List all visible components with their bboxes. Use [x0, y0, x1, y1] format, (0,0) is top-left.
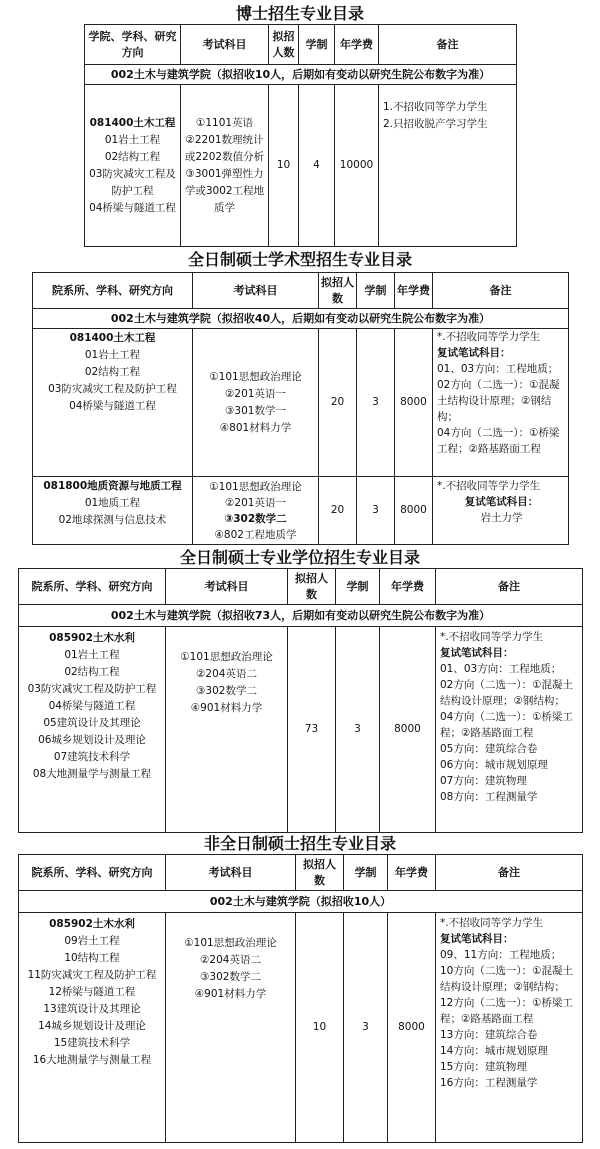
exam-subject: ③3001弹塑性力学或3002工程地质学 [184, 167, 265, 214]
note-line: 10方向（二选一）：①混凝土结构设计原理；②钢结构； [440, 965, 574, 993]
exam-subject: ④901材料力学 [190, 702, 263, 714]
exam-cell [193, 329, 319, 477]
notes-cell [436, 627, 583, 833]
note-line: 15方向：建筑物理 [440, 1061, 527, 1073]
years-cell: 3 [357, 477, 395, 545]
years-cell: 3 [344, 913, 388, 1143]
header-college: 院系所、学科、研究方向 [19, 569, 166, 605]
major-cell [33, 329, 193, 477]
direction: 06城乡规划设计及理论 [38, 734, 146, 746]
header-quota: 拟招人数 [269, 25, 299, 65]
fee-cell: 8000 [388, 913, 436, 1143]
header-fee: 年学费 [395, 273, 433, 309]
note-line: 09、11方向：工程地质； [440, 949, 562, 961]
header-fee: 年学费 [388, 855, 436, 891]
header-exam: 考试科目 [193, 273, 319, 309]
major-name: 081400土木工程 [89, 116, 176, 129]
professional-title: 全日制硕士专业学位招生专业目录 [179, 548, 420, 567]
header-college: 院系所、学科、研究方向 [33, 273, 193, 309]
header-quota: 拟招人数 [288, 569, 336, 605]
college-row: 002土木与建筑学院（拟招收73人，后期如有变动以研究生院公布数字为准） [19, 605, 583, 627]
note-line: 12方向（二选一）：①桥梁工程；②路基路面工程 [440, 997, 574, 1025]
note-heading: 复试笔试科目： [440, 647, 514, 659]
note-heading: 复试笔试科目： [464, 496, 539, 508]
direction: 01地质工程 [84, 497, 141, 509]
direction: 03防灾减灾工程及防护工程 [89, 167, 176, 197]
fee-cell: 8000 [380, 627, 436, 833]
direction: 02结构工程 [84, 366, 141, 378]
direction: 11防灾减灾工程及防护工程 [27, 969, 157, 981]
fee-cell: 8000 [395, 329, 433, 477]
exam-subject: ①101思想政治理论 [209, 370, 302, 383]
note-line: *.不招收同等学力学生 [440, 631, 544, 643]
years-cell: 3 [357, 329, 395, 477]
note-line: 2.只招收脱产学习学生 [383, 118, 488, 130]
header-notes: 备注 [436, 569, 583, 605]
exam-subject: ②201英语一 [225, 496, 286, 509]
note-line: *.不招收同等学力学生 [437, 480, 541, 492]
direction: 08大地测量学与测量工程 [32, 768, 152, 780]
note-line: 01、03方向：工程地质； [437, 363, 559, 375]
major-name: 085902土木水利 [49, 632, 135, 644]
major-name: 081400土木工程 [69, 332, 156, 344]
notes-cell [433, 329, 569, 477]
exam-cell [193, 477, 319, 545]
exam-cell [166, 913, 296, 1143]
fee-cell: 8000 [395, 477, 433, 545]
exam-cell [166, 627, 288, 833]
header-college: 院系所、学科、研究方向 [19, 855, 166, 891]
quota-cell: 20 [319, 477, 357, 545]
major-cell [19, 913, 166, 1143]
direction: 15建筑技术科学 [53, 1037, 131, 1049]
direction: 13建筑设计及其理论 [43, 1003, 141, 1015]
note-line: 08方向：工程测量学 [440, 791, 538, 803]
direction: 03防灾减灾工程及防护工程 [27, 683, 157, 695]
exam-subject: ①1101英语 [195, 116, 254, 129]
direction: 03防灾减灾工程及防护工程 [48, 383, 177, 395]
exam-subject: ③301数学一 [225, 404, 286, 417]
quota-cell: 20 [319, 329, 357, 477]
parttime-table [18, 854, 583, 1143]
doctoral-title: 博士招生专业目录 [235, 4, 364, 23]
quota-cell: 10 [296, 913, 344, 1143]
header-exam: 考试科目 [166, 569, 288, 605]
exam-subject: ④901材料力学 [194, 988, 267, 1000]
doctoral-table [84, 24, 517, 247]
note-heading: 复试笔试科目： [440, 933, 514, 945]
note-line: 04方向（二选一）：①桥梁工程；②路基路面工程 [437, 427, 560, 455]
exam-subject: ①101思想政治理论 [180, 651, 273, 663]
quota-cell: 10 [269, 85, 299, 247]
exam-subject: ①101思想政治理论 [184, 937, 277, 949]
major-cell [19, 627, 166, 833]
direction: 12桥梁与隧道工程 [48, 986, 136, 998]
exam-cell [181, 85, 269, 247]
major-cell [33, 477, 193, 545]
fee-cell: 10000 [335, 85, 379, 247]
parttime-title: 非全日制硕士招生专业目录 [203, 834, 396, 853]
header-exam: 考试科目 [166, 855, 296, 891]
exam-subject: ②204英语二 [200, 954, 261, 966]
header-quota: 拟招人数 [296, 855, 344, 891]
exam-subject: ②201英语一 [225, 387, 286, 400]
college-row: 002土木与建筑学院（拟招收10人，后期如有变动以研究生院公布数字为准） [85, 65, 517, 85]
header-quota: 拟招人数 [319, 273, 357, 309]
header-notes: 备注 [379, 25, 517, 65]
exam-subject: ③302数学二 [224, 512, 287, 525]
direction: 04桥梁与隧道工程 [48, 700, 136, 712]
note-line: 04方向（二选一）：①桥梁工程；②路基路面工程 [440, 711, 574, 739]
direction: 01岩土工程 [104, 133, 161, 146]
header-years: 学制 [299, 25, 335, 65]
note-line: 16方向：工程测量学 [440, 1077, 538, 1089]
header-notes: 备注 [436, 855, 583, 891]
direction: 01岩土工程 [84, 349, 141, 361]
direction: 10结构工程 [64, 952, 120, 964]
exam-subject: ②2201数理统计或2202数值分析 [184, 133, 265, 163]
direction: 04桥梁与隧道工程 [69, 400, 156, 412]
college-row: 002土木与建筑学院（拟招收40人，后期如有变动以研究生院公布数字为准） [33, 309, 569, 329]
exam-subject: ③302数学二 [200, 971, 261, 983]
header-notes: 备注 [433, 273, 569, 309]
major-cell [85, 85, 181, 247]
direction: 02结构工程 [64, 666, 120, 678]
direction: 14城乡规划设计及理论 [38, 1020, 146, 1032]
note-line: 05方向：建筑综合卷 [440, 743, 538, 755]
note-line: 02方向（二选一）：①混凝土结构设计原理；②钢结构； [437, 379, 560, 423]
header-fee: 年学费 [335, 25, 379, 65]
note-line: 06方向：城市规划原理 [440, 759, 548, 771]
note-line: *.不招收同等学力学生 [440, 917, 544, 929]
notes-cell [436, 913, 583, 1143]
header-college: 学院、学科、研究方向 [85, 25, 181, 65]
direction: 07建筑技术科学 [53, 751, 131, 763]
header-fee: 年学费 [380, 569, 436, 605]
quota-cell: 73 [288, 627, 336, 833]
exam-subject: ④802工程地质学 [214, 528, 297, 541]
note-heading: 复试笔试科目： [437, 347, 511, 359]
header-years: 学制 [357, 273, 395, 309]
note-line: 13方向：建筑综合卷 [440, 1029, 538, 1041]
exam-subject: ②204英语二 [196, 668, 257, 680]
direction: 02地球探测与信息技术 [58, 514, 167, 526]
note-line: 02方向（二选一）：①混凝土结构设计原理；②钢结构； [440, 679, 574, 707]
academic-title: 全日制硕士学术型招生专业目录 [187, 250, 412, 269]
note-line: *.不招收同等学力学生 [437, 331, 541, 343]
major-name: 085902土木水利 [49, 918, 135, 930]
direction: 05建筑设计及其理论 [43, 717, 141, 729]
note-line: 岩土力学 [480, 512, 523, 524]
college-row: 002土木与建筑学院（拟招收10人） [19, 891, 583, 913]
header-years: 学制 [344, 855, 388, 891]
major-name: 081800地质资源与地质工程 [43, 480, 182, 492]
note-line: 14方向：城市规划原理 [440, 1045, 548, 1057]
note-line: 07方向：建筑物理 [440, 775, 527, 787]
academic-table [32, 272, 569, 545]
notes-cell [379, 85, 517, 247]
header-exam: 考试科目 [181, 25, 269, 65]
exam-subject: ④801材料力学 [219, 421, 292, 434]
notes-cell [433, 477, 569, 545]
exam-subject: ③302数学二 [196, 685, 257, 697]
direction: 02结构工程 [104, 150, 161, 163]
professional-table [18, 568, 583, 833]
note-line: 01、03方向：工程地质； [440, 663, 562, 675]
years-cell: 3 [336, 627, 380, 833]
header-years: 学制 [336, 569, 380, 605]
years-cell: 4 [299, 85, 335, 247]
direction: 16大地测量学与测量工程 [32, 1054, 152, 1066]
direction: 01岩土工程 [64, 649, 120, 661]
direction: 04桥梁与隧道工程 [89, 201, 176, 214]
exam-subject: ①101思想政治理论 [209, 480, 302, 493]
note-line: 1.不招收同等学力学生 [383, 101, 488, 113]
direction: 09岩土工程 [64, 935, 120, 947]
